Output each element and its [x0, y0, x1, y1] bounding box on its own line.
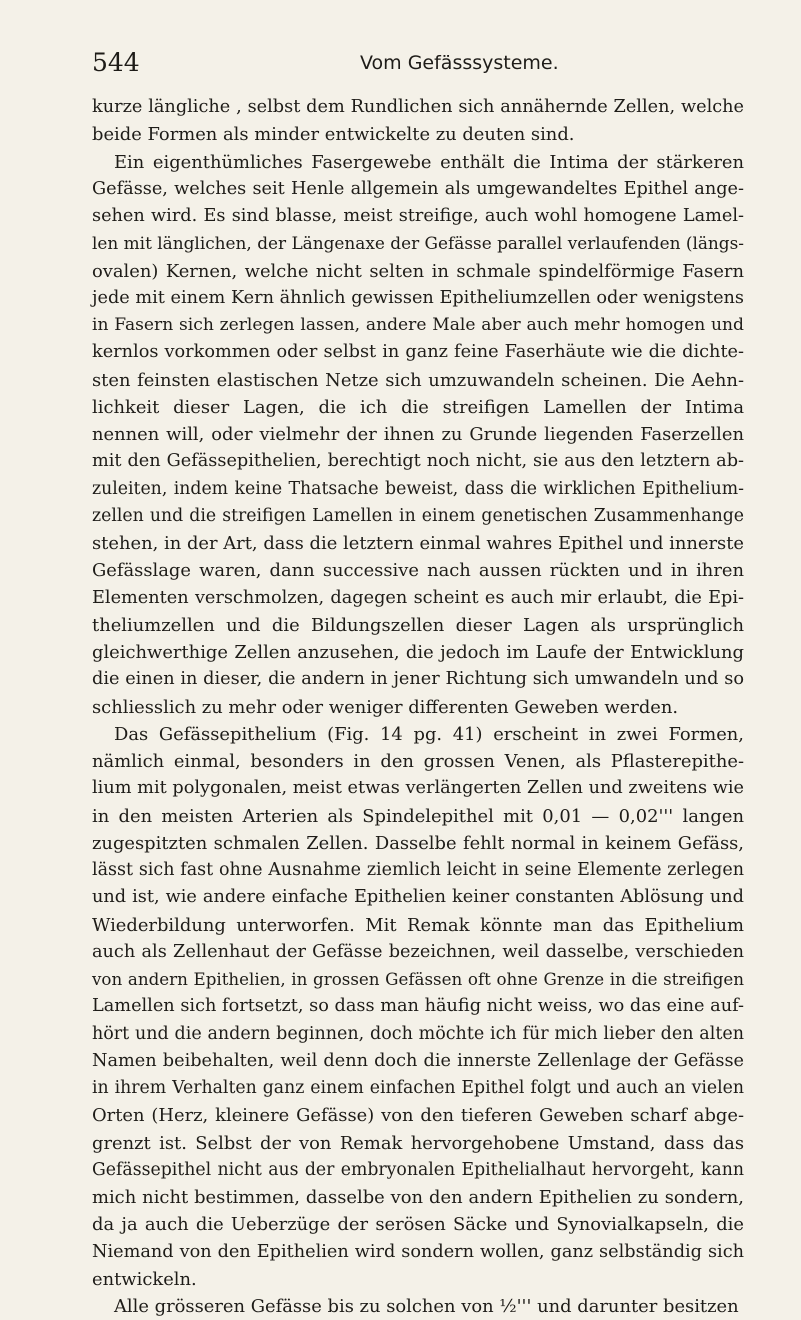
text-line: ovalen) Kernen, welche nicht selten in schmale spindelförmige Fasern — [92, 260, 744, 282]
text-line: len mit länglichen, der Längenaxe der Gefässe parallel verlaufenden (längs- — [92, 233, 744, 254]
text-line: Orten (Herz, kleinere Gefässe) von den tieferen Geweben scharf abge- — [92, 1105, 744, 1127]
text-line: zugespitzten schmalen Zellen. Dasselbe fehlt normal in keinem Gefäss, — [92, 832, 744, 854]
text-line: Namen beibehalten, weil denn doch die innerste Zellenlage der Gefässe — [92, 1050, 744, 1071]
text-line: Wiederbildung unterworfen. Mit Remak könnte man das Epithelium — [92, 914, 744, 936]
text-line: Das Gefässepithelium (Fig. 14 pg. 41) erscheint in zwei Formen, — [114, 723, 744, 745]
text-line: nennen will, oder vielmehr der ihnen zu Grunde liegenden Faserzellen — [92, 424, 744, 445]
text-line: stehen, in der Art, dass die letztern einmal wahres Epithel und innerste — [92, 533, 744, 554]
text-line: auch als Zellenhaut der Gefässe bezeichnen, weil dasselbe, verschieden — [92, 941, 744, 962]
text-line: kurze längliche , selbst dem Rundlichen sich annähernde Zellen, welche — [92, 97, 744, 117]
text-line: mit den Gefässepithelien, berechtigt noch nicht, sie aus den letztern ab- — [92, 451, 744, 472]
text-line: Elementen verschmolzen, dagegen scheint es auch mir erlaubt, die Epi- — [92, 587, 744, 608]
text-line: in ihrem Verhalten ganz einem einfachen Epithel folgt und auch an vielen — [92, 1078, 744, 1098]
text-line: Lamellen sich fortsetzt, so dass man häufig nicht weiss, wo das eine auf- — [92, 996, 744, 1017]
text-line: lichkeit dieser Lagen, die ich die streifigen Lamellen der Intima — [92, 396, 744, 418]
text-line: kernlos vorkommen oder selbst in ganz feine Faserhäute wie die dichte- — [92, 342, 744, 363]
text-line: grenzt ist. Selbst der von Remak hervorgehobene Umstand, dass das — [92, 1132, 744, 1154]
text-line: Ein eigenthümliches Fasergewebe enthält die Intima der stärkeren — [114, 151, 744, 173]
text-line: hört und die andern beginnen, doch möchte ich für mich lieber den alten — [92, 1023, 744, 1044]
text-line: Gefässepithel nicht aus der embryonalen Epithelialhaut hervorgeht, kann — [92, 1159, 744, 1180]
text-line: sehen wird. Es sind blasse, meist streifige, auch wohl homogene Lamel- — [92, 206, 744, 226]
text-line: da ja auch die Ueberzüge der serösen Säcke und Synovialkapseln, die — [92, 1214, 744, 1236]
page-header — [92, 48, 732, 82]
text-line: nämlich einmal, besonders in den grossen Venen, als Pflasterepithe- — [92, 751, 744, 772]
text-line: jede mit einem Kern ähnlich gewissen Epitheliumzellen oder wenigstens — [92, 287, 744, 308]
text-line: beide Formen als minder entwickelte zu deuten sind. — [92, 124, 575, 146]
text-line: gleichwerthige Zellen anzusehen, die jedoch im Laufe der Entwicklung — [92, 642, 744, 663]
running-title: Vom Gefässsysteme. — [360, 52, 559, 74]
body-text — [92, 94, 744, 1320]
text-line: in Fasern sich zerlegen lassen, andere Male aber auch mehr homogen und — [92, 315, 744, 335]
text-line: die einen in dieser, die andern in jener Richtung sich umwandeln und so — [92, 669, 744, 690]
text-line: sten feinsten elastischen Netze sich umzuwandeln scheinen. Die Aehn- — [92, 369, 744, 391]
text-line: zuleiten, indem keine Thatsache beweist, dass die wirklichen Epithelium- — [92, 478, 744, 499]
text-line: lässt sich fast ohne Ausnahme ziemlich leicht in seine Elemente zerlegen — [92, 860, 744, 880]
text-line: mich nicht bestimmen, dasselbe von den andern Epithelien zu sondern, — [92, 1187, 744, 1208]
text-line: Gefässlage waren, dann successive nach aussen rückten und in ihren — [92, 560, 744, 582]
text-line: theliumzellen und die Bildungszellen dieser Lagen als ursprünglich — [92, 614, 744, 636]
text-line: Niemand von den Epithelien wird sondern wollen, ganz selbständig sich — [92, 1241, 744, 1262]
text-line: lium mit polygonalen, meist etwas verlängerten Zellen und zweitens wie — [92, 778, 744, 799]
text-line: und ist, wie andere einfache Epithelien keiner constanten Ablösung und — [92, 887, 744, 908]
text-line: Gefässe, welches seit Henle allgemein als umgewandeltes Epithel ange- — [92, 178, 744, 199]
text-line: zellen und die streifigen Lamellen in einem genetischen Zusammenhange — [92, 505, 744, 526]
text-line: Alle grösseren Gefässe bis zu solchen von ½''' und darunter besitzen — [114, 1296, 739, 1317]
page-number: 544 — [92, 48, 140, 77]
text-line: von andern Epithelien, in grossen Gefässen oft ohne Grenze in die streifigen — [92, 969, 744, 989]
text-line: in den meisten Arterien als Spindelepithel mit 0,01 — 0,02''' langen — [92, 805, 744, 827]
text-line: entwickeln. — [92, 1268, 197, 1290]
text-line: schliesslich zu mehr oder weniger differenten Geweben werden. — [92, 696, 679, 718]
